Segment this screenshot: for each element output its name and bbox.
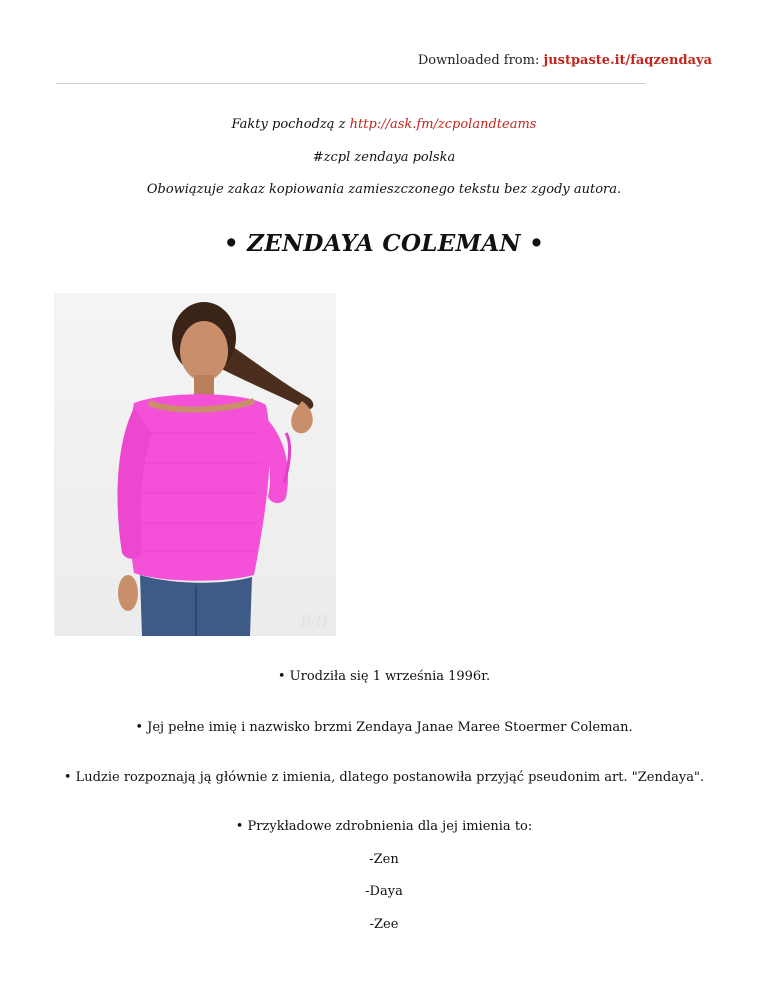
source-link[interactable]: http://ask.fm/zcpolandteams	[349, 117, 537, 132]
nickname-item: -Daya	[365, 884, 403, 899]
portrait-illustration	[54, 293, 336, 636]
fact-nicknames-intro: • Przykładowe zdrobnienia dla jej imienia to:	[235, 819, 533, 834]
header-divider	[56, 83, 646, 84]
portrait-photo	[54, 293, 336, 636]
hashtag-line: #zcpl zendaya polska	[312, 150, 456, 165]
source-label: Fakty pochodzą z	[231, 117, 350, 132]
fact-birth: • Urodziła się 1 września 1996r.	[277, 669, 491, 684]
download-link[interactable]: justpaste.it/faqzendaya	[543, 53, 712, 68]
fact-pseudonym: • Ludzie rozpoznają ją głównie z imienia, dlatego postanowiła przyjąć pseudonim art. "Zendaya".	[63, 770, 705, 785]
nickname-item: -Zen	[369, 852, 399, 867]
photo-signature: B/H	[300, 614, 328, 630]
fact-full-name: • Jej pełne imię i nazwisko brzmi Zendaya Janae Maree Stoermer Coleman.	[135, 720, 633, 735]
nickname-item: -Zee	[369, 917, 399, 932]
download-label: Downloaded from:	[417, 53, 544, 68]
source-line	[0, 117, 768, 132]
download-source	[418, 53, 712, 68]
page-title: • ZENDAYA COLEMAN •	[223, 230, 545, 257]
copyright-notice: Obowiązuje zakaz kopiowania zamieszczonego tekstu bez zgody autora.	[146, 182, 622, 197]
